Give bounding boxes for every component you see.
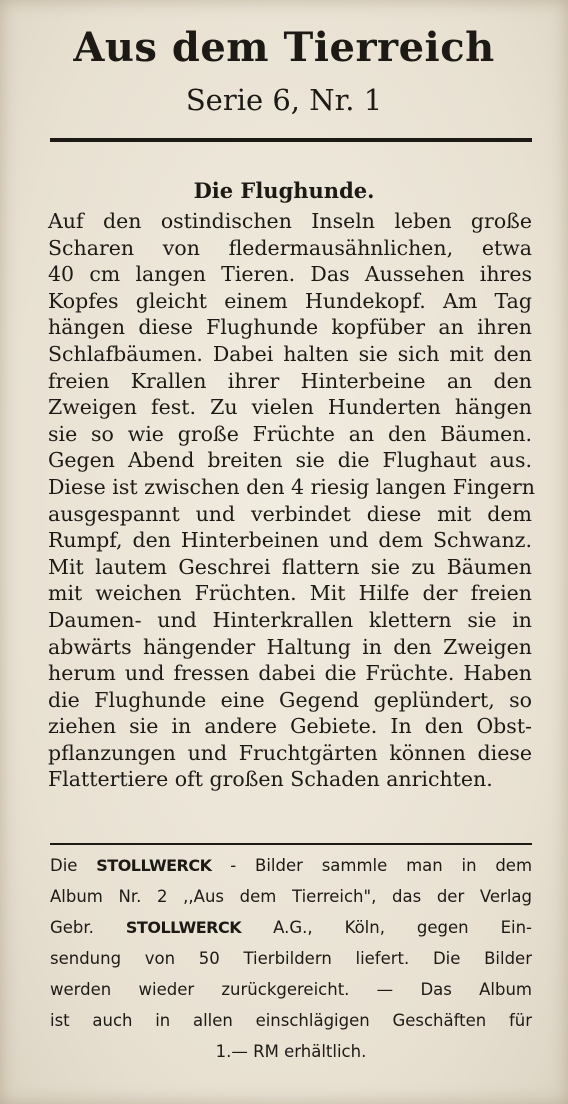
article-heading: Die Flughunde.: [193, 178, 375, 203]
stollwerck-logo: STOLLWERCK: [125, 918, 242, 937]
body-line: Mit lautem Geschrei flattern sie zu Bäumen: [48, 554, 532, 579]
footer-line: sendung von 50 Tierbildern liefert. Die Bilder: [50, 949, 532, 968]
card-title: Aus dem Tierreich: [73, 24, 495, 71]
body-line: Schlafbäumen. Dabei halten sie sich mit den: [48, 341, 532, 366]
footer-line: 1.— RM erhältlich.: [215, 1042, 367, 1061]
body-line: die Flughunde eine Gegend geplündert, so: [48, 687, 532, 712]
footer-line: [50, 912, 532, 943]
footer-text: A.G., Köln, gegen Ein-: [273, 918, 533, 937]
body-line: Gegen Abend breiten sie die Flughaut aus.: [48, 448, 532, 473]
body-line: Auf den ostindischen Inseln leben große: [48, 209, 532, 233]
body-line: 40 cm langen Tieren. Das Aussehen ihres: [48, 262, 532, 287]
body-line: Kopfes gleicht einem Hundekopf. Am Tag: [48, 288, 532, 313]
article-body: [48, 208, 536, 793]
album-notice: [50, 850, 532, 1067]
footer-line: werden wieder zurückgereicht. — Das Album: [50, 980, 532, 999]
footer-line: Album Nr. 2 ,,Aus dem Tierreich", das der Verlag: [50, 887, 532, 906]
body-line: ausgespannt und verbindet diese mit dem: [48, 501, 532, 526]
body-line: mit weichen Früchten. Mit Hilfe der freien: [48, 581, 532, 606]
body-line: Daumen- und Hinterkrallen klettern sie in: [48, 607, 532, 632]
bottom-divider: [50, 843, 532, 845]
footer-line: ist auch in allen einschlägigen Geschäften für: [50, 1011, 532, 1030]
footer-text: Gebr.: [50, 918, 94, 937]
body-line: ziehen sie in andere Gebiete. In den Obst-: [48, 714, 532, 739]
body-line: sie so wie große Früchte an den Bäumen.: [48, 421, 532, 446]
footer-line: [50, 850, 532, 881]
footer-text: Die: [50, 856, 78, 875]
body-line: Rumpf, den Hinterbeinen und dem Schwanz.: [48, 528, 532, 553]
body-line: Flattertiere oft großen Schaden anrichten.: [48, 767, 493, 792]
body-line: Zweigen fest. Zu vielen Hunderten hängen: [48, 395, 532, 420]
body-line: Diese ist zwischen den 4 riesig langen Fingern: [48, 474, 536, 499]
body-line: pflanzungen und Fruchtgärten können diese: [48, 740, 532, 765]
series-number: Serie 6, Nr. 1: [185, 83, 383, 117]
body-line: Scharen von fledermausähnlichen, etwa: [48, 235, 532, 260]
footer-text: - Bilder sammle man in dem: [230, 856, 533, 875]
top-divider: [50, 138, 532, 142]
stollwerck-logo: STOLLWERCK: [96, 856, 212, 875]
body-line: hängen diese Flughunde kopfüber an ihren: [48, 315, 532, 340]
body-line: abwärts hängender Haltung in den Zweigen: [48, 634, 532, 659]
body-line: freien Krallen ihrer Hinterbeine an den: [48, 368, 532, 393]
body-line: herum und fressen dabei die Früchte. Haben: [48, 661, 532, 686]
